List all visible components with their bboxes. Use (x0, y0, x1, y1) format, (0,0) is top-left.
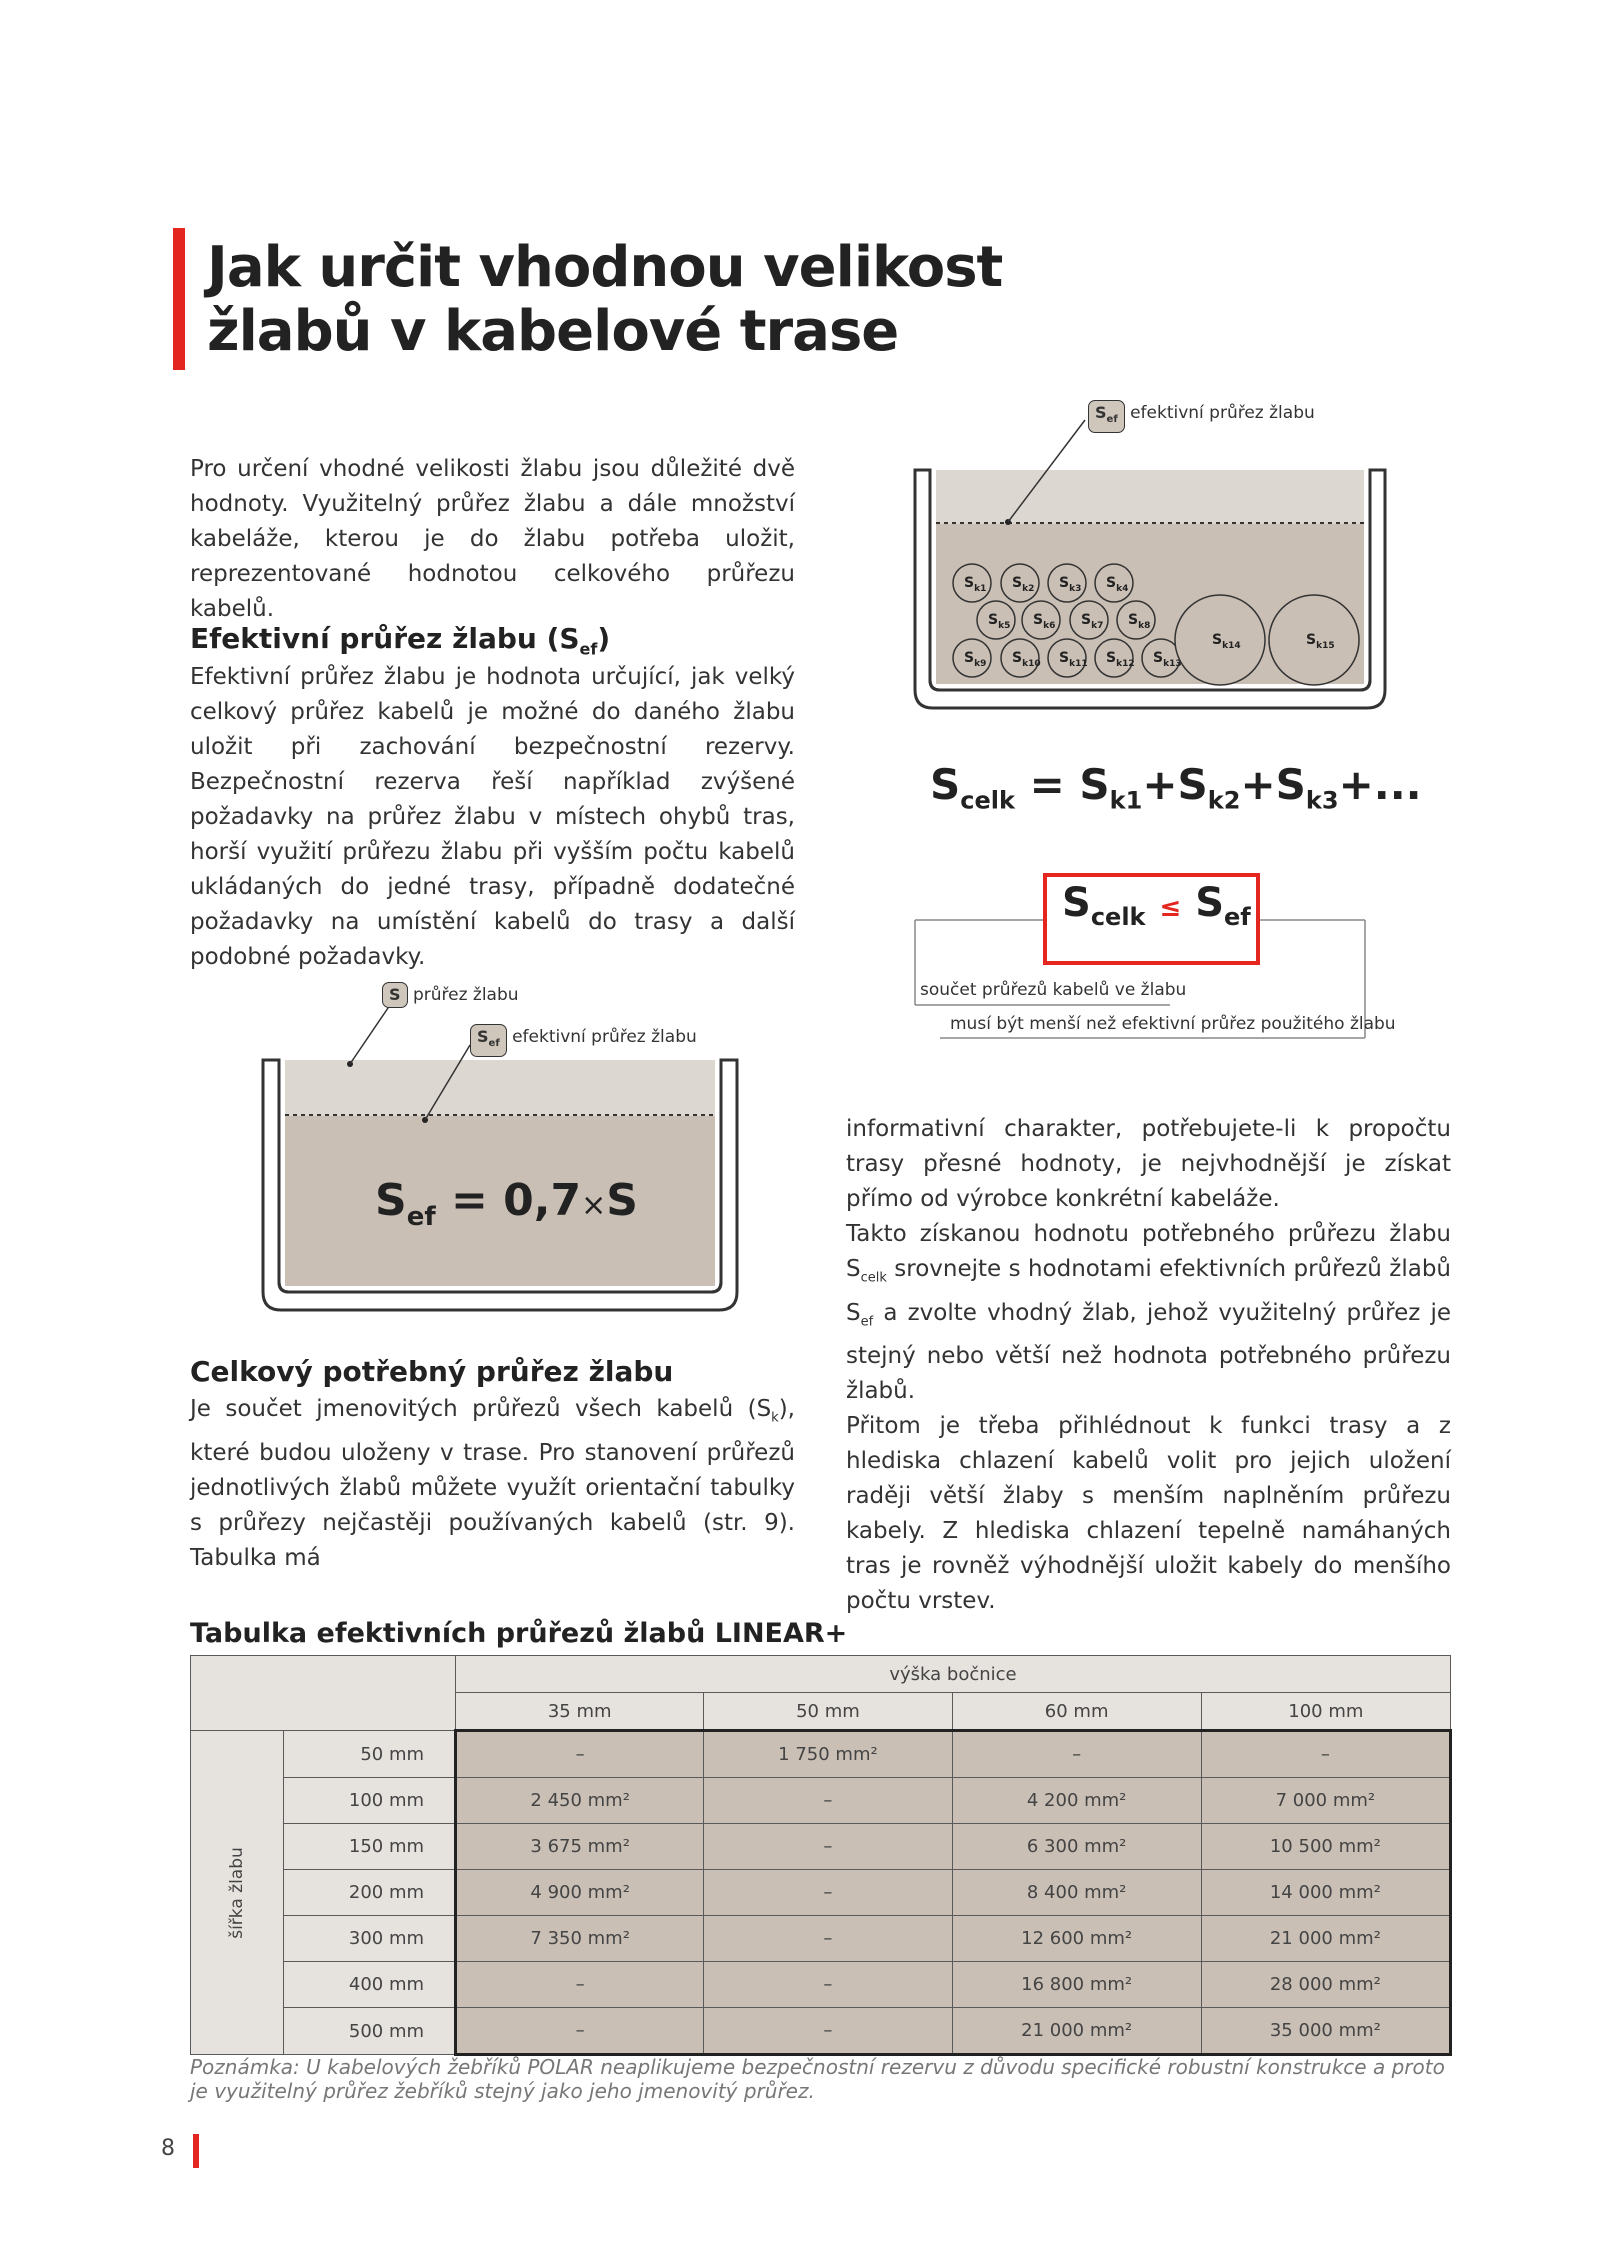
table-cell: 14 000 mm² (1201, 1870, 1450, 1916)
cable-label-k6: $S_{k6}$ (1033, 612, 1056, 631)
formula-scelk-sum: $S_{celk} = S_{k1}+S_{k2}+S_{k3}+$... (930, 760, 1422, 815)
table-cell: 7 000 mm² (1201, 1778, 1450, 1824)
col-group-header: výška bočnice (456, 1656, 1451, 1693)
heading-sub: ef (579, 639, 598, 659)
table-cell: – (456, 1731, 704, 1778)
formula-scelk-le-sef: $S_{celk} \le S_{ef}$ (1062, 880, 1251, 931)
title-accent-bar (173, 228, 185, 370)
table-cell: – (704, 1778, 952, 1824)
section-effective-text: Efektivní průřez žlabu je hodnota určující, jak velký celkový průřez kabelů je možné do daného žlabu uložit při zachování bezpečnostní rezervy. Bezpečnostní rezerva řeší například zvýšené požadavky na průřez žlabu v místech ohybů tras, horší využití průřezu žlabu při vyšším počtu kabelů ukládaných do jedné trasy, případně dodatečné požadavky na umístění kabelů do trasy a další podobné požadavky. (190, 664, 795, 970)
table-cell: 4 900 mm² (456, 1870, 704, 1916)
col-header: 35 mm (456, 1693, 704, 1731)
table-cell: – (704, 1870, 952, 1916)
table-cell: 12 600 mm² (952, 1916, 1201, 1962)
bottom-label-s (382, 982, 519, 1008)
cable-label-k5: $S_{k5}$ (988, 612, 1011, 631)
table-cell: 21 000 mm² (1201, 1916, 1450, 1962)
top-diagram-label-sef (1088, 400, 1315, 433)
table-cell: 4 200 mm² (952, 1778, 1201, 1824)
table-cell: – (952, 1731, 1201, 1778)
right-paragraph-1: informativní charakter, potřebujete-li k propočtu trasy přesné hodnoty, je nejvhodnější je získat přímo od výrobce konkrétní kabeláže. (846, 1116, 1451, 1212)
cable-label-k10: $S_{k10}$ (1012, 650, 1041, 669)
table-row (191, 1824, 1451, 1870)
cable-label-k7: $S_{k7}$ (1081, 612, 1104, 631)
table-cell: 6 300 mm² (952, 1824, 1201, 1870)
table-corner (191, 1656, 456, 1731)
cable-label-k9: $S_{k9}$ (964, 650, 987, 669)
row-header: 100 mm (283, 1778, 455, 1824)
row-group-label: šířka žlabu (226, 1846, 247, 1939)
title-line-1: Jak určit vhodnou velikost (207, 235, 1003, 300)
label-text: průřez žlabu (412, 985, 519, 1005)
section-heading-total: Celkový potřebný průřez žlabu (190, 1355, 674, 1388)
table-cell: 21 000 mm² (952, 2008, 1201, 2055)
cable-label-k8: $S_{k8}$ (1128, 612, 1151, 631)
section-heading-effective (190, 622, 610, 659)
table-cell: 3 675 mm² (456, 1824, 704, 1870)
intro-paragraph: Pro určení vhodné velikosti žlabu jsou důležité dvě hodnoty. Využitelný průřez žlabu a dále množství kabeláže, kterou je do žlabu potřeba uložit, reprezentované hodnotou celkového průřezu kabelů. (190, 456, 795, 622)
label-text: efektivní průřez žlabu (512, 1027, 697, 1047)
page-number-accent (193, 2134, 199, 2168)
table-cell: 2 450 mm² (456, 1778, 704, 1824)
table-cell: 10 500 mm² (1201, 1824, 1450, 1870)
tray-effective-diagram (255, 960, 755, 1320)
cable-label-k4: $S_{k4}$ (1106, 575, 1129, 594)
table-row (191, 1962, 1451, 2008)
heading-end: ) (597, 622, 611, 655)
table-cell: 28 000 mm² (1201, 1962, 1450, 2008)
tray-cables-diagram (900, 390, 1400, 720)
sef-tag: $S_{ef}$ (470, 1024, 507, 1057)
s-tag: S (382, 982, 408, 1008)
right-paragraph-3: Přitom je třeba přihlédnout k funkci trasy a z hlediska chlazení kabelů volit pro jejich uložení raději větší žlaby s menším naplněním průřezu kabely. Z hlediska chlazení tepelně namáhaných tras je rovněž výhodnější uložit kabely do menšího počtu vrstev. (846, 1413, 1451, 1615)
table-row (191, 1778, 1451, 1824)
table-cell: – (704, 1962, 952, 2008)
row-header: 200 mm (283, 1870, 455, 1916)
cable-label-k1: $S_{k1}$ (964, 575, 987, 594)
cable-label-k13: $S_{k13}$ (1153, 650, 1182, 669)
table-cell: – (704, 1824, 952, 1870)
table-note: Poznámka: U kabelových žebříků POLAR neaplikujeme bezpečnostní rezervu z důvodu specifické robustní konstrukce a proto je využitelný průřez žebříků stejný jako jeho jmenovitý průřez. (190, 2055, 1445, 2103)
right-paragraph-2: Takto získanou hodnotu potřebného průřezu žlabu $S_{celk}$ srovnejte s hodnotami efektivních průřezů žlabů $S_{ef}$ a zvolte vhodný žlab, jehož využitelný průřez je stejný nebo větší než hodnota potřebného průřezu žlabů. (846, 1221, 1451, 1405)
page-title (207, 236, 1002, 364)
row-header: 150 mm (283, 1824, 455, 1870)
row-group-header (191, 1731, 284, 2055)
row-header: 500 mm (283, 2008, 455, 2055)
cable-label-k12: $S_{k12}$ (1106, 650, 1135, 669)
sef-tag: $S_{ef}$ (1088, 400, 1125, 433)
table-cell: – (1201, 1731, 1450, 1778)
cable-label-k2: $S_{k2}$ (1012, 575, 1035, 594)
col-header: 60 mm (952, 1693, 1201, 1731)
cable-label-k11: $S_{k11}$ (1059, 650, 1088, 669)
heading-text: Efektivní průřez žlabu (S (190, 622, 580, 655)
table-cell: 7 350 mm² (456, 1916, 704, 1962)
right-column-text (846, 1112, 1451, 1619)
cable-label-k15: $S_{k15}$ (1306, 632, 1335, 651)
row-header: 400 mm (283, 1962, 455, 2008)
table-title: Tabulka efektivních průřezů žlabů LINEAR+ (190, 1618, 848, 1649)
row-header: 300 mm (283, 1916, 455, 1962)
section-total-text: Je součet jmenovitých průřezů všech kabelů $(S_k)$, které budou uloženy v trase. Pro stanovení průřezů jednotlivých žlabů můžete využít orientační tabulky s průřezy nejčastěji používaných kabelů (str. 9). Tabulka má (190, 1396, 795, 1571)
row-header: 50 mm (283, 1731, 455, 1778)
table-row (191, 1870, 1451, 1916)
cable-label-k14: $S_{k14}$ (1212, 632, 1241, 651)
table-cell: 8 400 mm² (952, 1870, 1201, 1916)
table-cell: – (704, 1916, 952, 1962)
cable-label-k3: $S_{k3}$ (1059, 575, 1082, 594)
table-cell: – (704, 2008, 952, 2055)
title-line-2: žlabů v kabelové trase (207, 299, 899, 364)
label-text: efektivní průřez žlabu (1130, 403, 1315, 423)
effective-section-table (190, 1655, 1452, 2056)
bottom-label-sef (470, 1024, 697, 1057)
table-row (191, 2008, 1451, 2055)
table-cell: – (456, 1962, 704, 2008)
table-row (191, 1731, 1451, 1778)
table-cell: 1 750 mm² (704, 1731, 952, 1778)
table-row (191, 1916, 1451, 1962)
formula-sef: $S_{ef} = 0,7\times S$ (375, 1175, 638, 1232)
col-header: 100 mm (1201, 1693, 1450, 1731)
col-header: 50 mm (704, 1693, 952, 1731)
page-number: 8 (161, 2136, 175, 2161)
table-cell: 16 800 mm² (952, 1962, 1201, 2008)
table-cell: 35 000 mm² (1201, 2008, 1450, 2055)
table-cell: – (456, 2008, 704, 2055)
formula-note-sum: součet průřezů kabelů ve žlabu (920, 980, 1187, 1000)
formula-note-compare: musí být menší než efektivní průřez použitého žlabu (950, 1014, 1396, 1034)
